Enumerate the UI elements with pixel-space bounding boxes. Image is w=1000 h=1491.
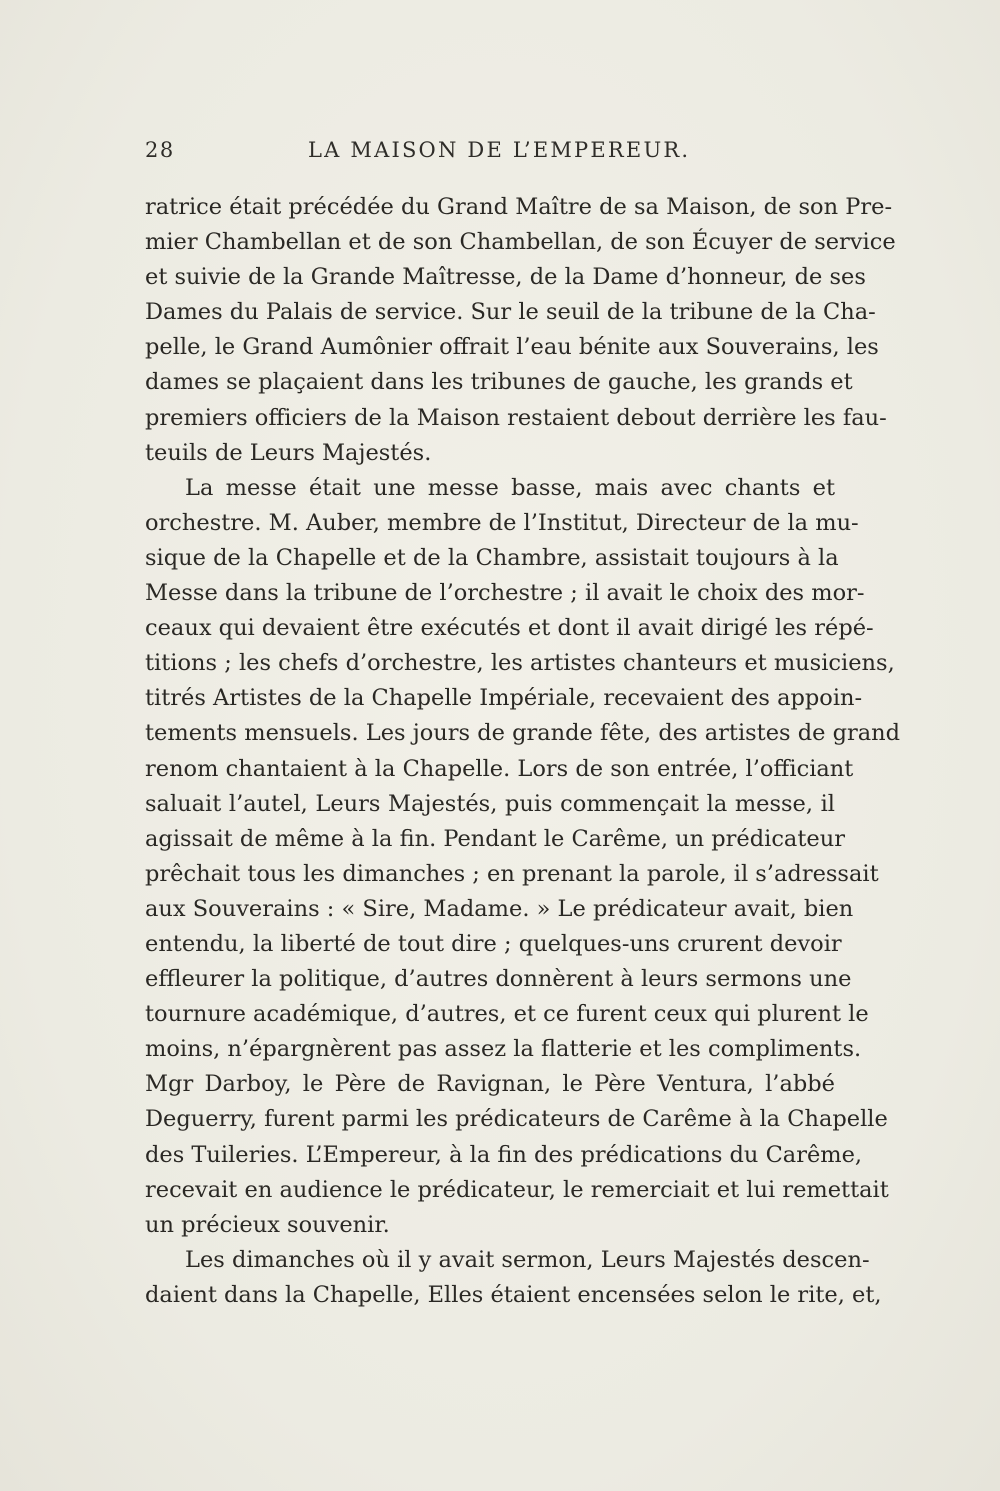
text-line: titrés Artistes de la Chapelle Impériale, recevaient des appoin- bbox=[145, 685, 863, 712]
text-line: tournure académique, d’autres, et ce furent ceux qui plurent le bbox=[145, 1001, 869, 1028]
paragraph-start-line: Les dimanches où il y avait sermon, Leurs Majestés descen- bbox=[185, 1246, 870, 1273]
text-line: premiers officiers de la Maison restaient debout derrière les fau- bbox=[145, 404, 887, 431]
text-line: Messe dans la tribune de l’orchestre ; il avait le choix des mor- bbox=[145, 580, 865, 607]
text-line: Mgr Darboy, le Père de Ravignan, le Père Ventura, l’abbé bbox=[145, 1071, 835, 1098]
text-line: orchestre. M. Auber, membre de l’Institut, Directeur de la mu- bbox=[145, 509, 859, 536]
text-line: Deguerry, furent parmi les prédicateurs de Carême à la Chapelle bbox=[145, 1106, 888, 1133]
text-line: teuils de Leurs Majestés. bbox=[145, 439, 432, 466]
text-line: des Tuileries. L’Empereur, à la fin des prédications du Carême, bbox=[145, 1141, 863, 1168]
text-line: saluait l’autel, Leurs Majestés, puis commençait la messe, il bbox=[145, 790, 835, 817]
text-line: moins, n’épargnèrent pas assez la flatterie et les compliments. bbox=[145, 1036, 862, 1063]
text-line: renom chantaient à la Chapelle. Lors de son entrée, l’officiant bbox=[145, 755, 854, 782]
text-line: un précieux souvenir. bbox=[145, 1211, 390, 1238]
page-header bbox=[145, 138, 835, 172]
text-line: prêchait tous les dimanches ; en prenant la parole, il s’adressait bbox=[145, 860, 879, 887]
text-line: effleurer la politique, d’autres donnèrent à leurs sermons une bbox=[145, 966, 852, 993]
text-line: tements mensuels. Les jours de grande fête, des artistes de grand bbox=[145, 720, 901, 747]
text-line: pelle, le Grand Aumônier offrait l’eau bénite aux Souverains, les bbox=[145, 334, 879, 361]
text-line: daient dans la Chapelle, Elles étaient encensées selon le rite, et, bbox=[145, 1281, 882, 1308]
text-line: dames se plaçaient dans les tribunes de gauche, les grands et bbox=[145, 369, 853, 396]
text-line: mier Chambellan et de son Chambellan, de son Écuyer de service bbox=[145, 229, 896, 256]
text-line: ratrice était précédée du Grand Maître de sa Maison, de son Pre- bbox=[145, 194, 893, 220]
text-line: recevait en audience le prédicateur, le remerciait et lui remettait bbox=[145, 1176, 889, 1203]
text-line: titions ; les chefs d’orchestre, les artistes chanteurs et musiciens, bbox=[145, 650, 895, 677]
text-line: sique de la Chapelle et de la Chambre, assistait toujours à la bbox=[145, 544, 839, 571]
text-line: ceaux qui devaient être exécutés et dont il avait dirigé les répé- bbox=[145, 615, 874, 642]
text-line: et suivie de la Grande Maîtresse, de la Dame d’honneur, de ses bbox=[145, 264, 866, 291]
text-line: Dames du Palais de service. Sur le seuil de la tribune de la Cha- bbox=[145, 299, 876, 326]
text-line: agissait de même à la fin. Pendant le Carême, un prédicateur bbox=[145, 825, 845, 852]
text-line: aux Souverains : « Sire, Madame. » Le prédicateur avait, bien bbox=[145, 895, 854, 922]
body-text bbox=[145, 190, 901, 1313]
paragraph-start-line: La messe était une messe basse, mais avec chants et bbox=[185, 474, 835, 501]
text-line: entendu, la liberté de tout dire ; quelques-uns crurent devoir bbox=[145, 930, 842, 957]
page-number: 28 bbox=[145, 138, 175, 162]
running-head: LA MAISON DE L’EMPEREUR. bbox=[308, 138, 691, 162]
